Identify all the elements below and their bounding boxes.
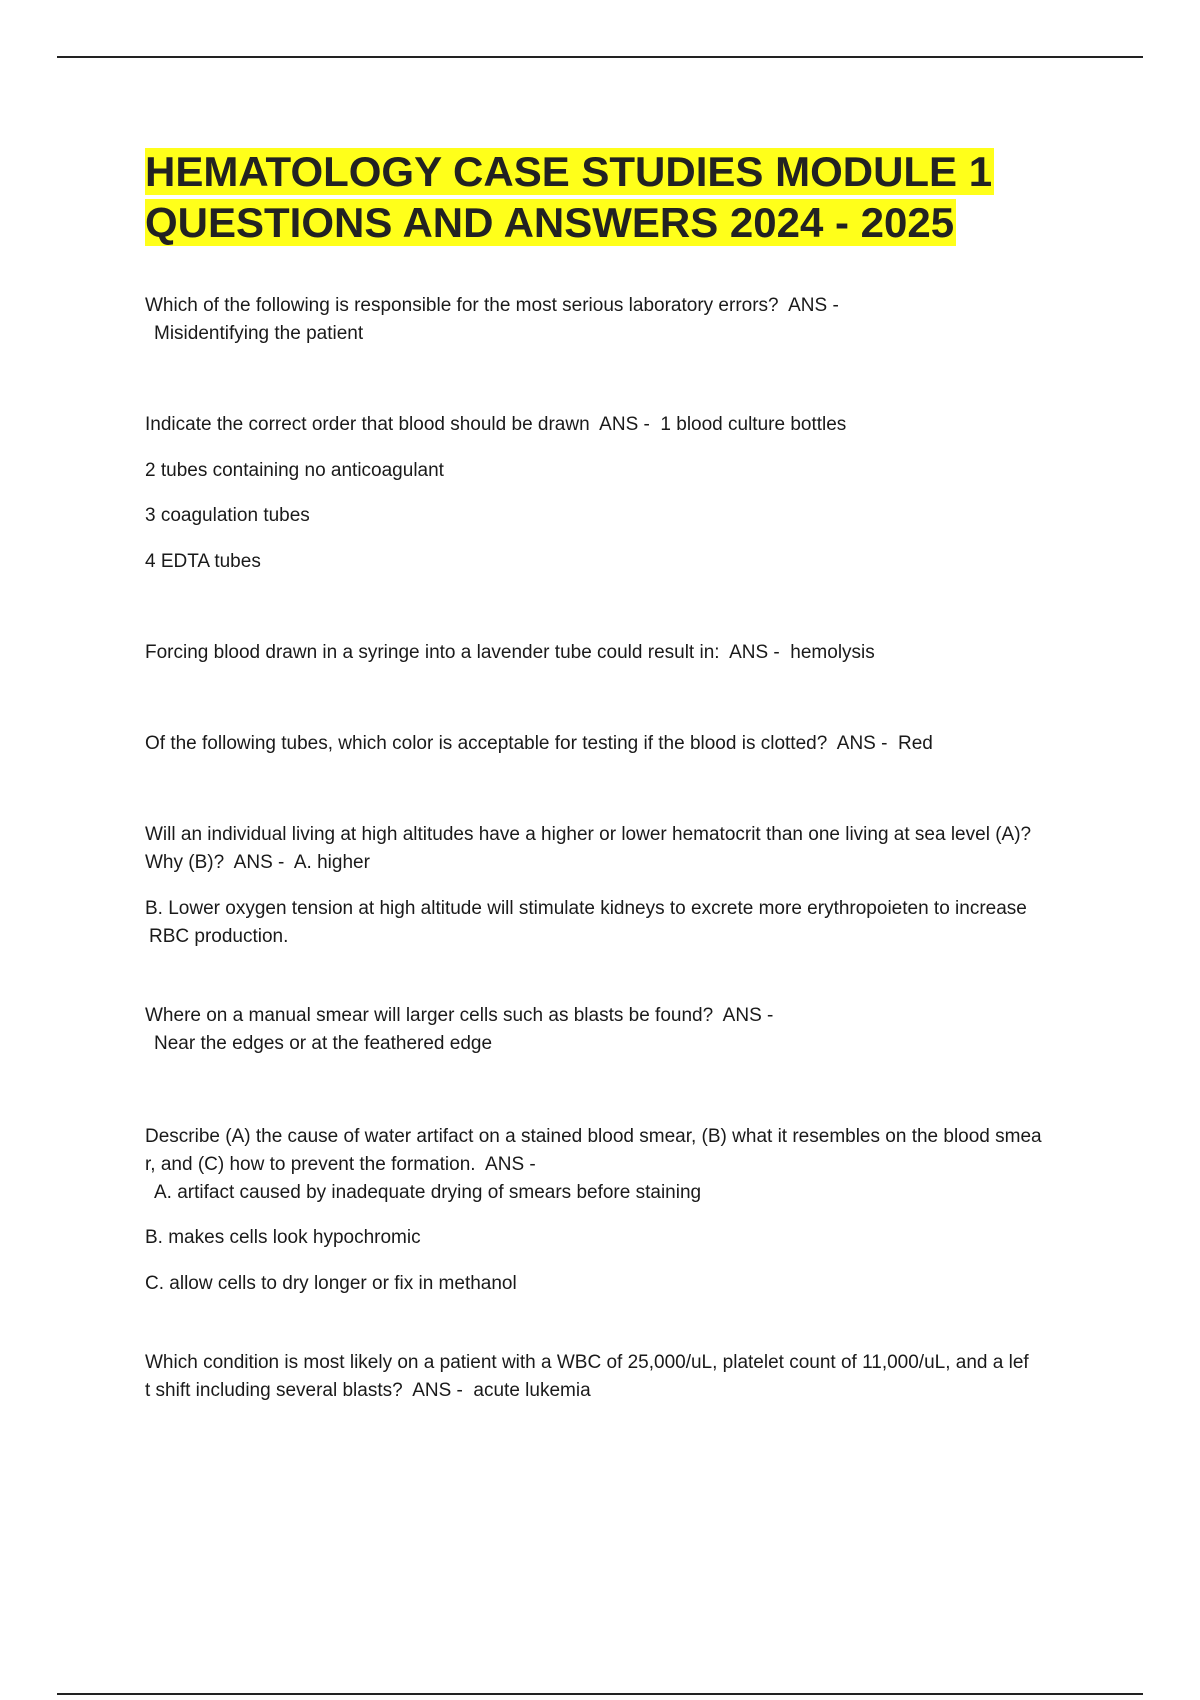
title-line-2: QUESTIONS AND ANSWERS 2024 - 2025 bbox=[145, 199, 955, 246]
answer-text: 3 coagulation tubes bbox=[145, 505, 310, 526]
qa-item-7 bbox=[145, 1123, 1095, 1298]
question-text: Indicate the correct order that blood should be drawn ANS - 1 blood culture bottles bbox=[145, 414, 847, 435]
question-text: Where on a manual smear will larger cells such as blasts be found? ANS - bbox=[145, 1005, 774, 1026]
question-text: Forcing blood drawn in a syringe into a lavender tube could result in: ANS - hemolysis bbox=[145, 642, 875, 663]
qa-item-5 bbox=[145, 821, 1095, 951]
answer-text: B. makes cells look hypochromic bbox=[145, 1227, 421, 1248]
question-text: Why (B)? ANS - A. higher bbox=[145, 852, 370, 873]
answer-text: 2 tubes containing no anticoagulant bbox=[145, 460, 444, 481]
question-text: Which condition is most likely on a patient with a WBC of 25,000/uL, platelet count of 11,000/uL, and a lef bbox=[145, 1352, 1029, 1373]
question-text: Of the following tubes, which color is acceptable for testing if the blood is clotted? ANS - Red bbox=[145, 733, 933, 754]
qa-item-2 bbox=[145, 411, 1095, 576]
qa-item-3 bbox=[145, 639, 1095, 667]
qa-item-1 bbox=[145, 292, 1095, 348]
answer-text: B. Lower oxygen tension at high altitude will stimulate kidneys to excrete more erythropoieten to increase bbox=[145, 898, 1027, 919]
question-text: t shift including several blasts? ANS - acute lukemia bbox=[145, 1380, 591, 1401]
question-text: Describe (A) the cause of water artifact on a stained blood smear, (B) what it resembles on the blood smea bbox=[145, 1126, 1042, 1147]
qa-item-8 bbox=[145, 1349, 1095, 1405]
qa-item-6 bbox=[145, 1002, 1095, 1058]
answer-text: Misidentifying the patient bbox=[154, 323, 364, 344]
answer-text: Near the edges or at the feathered edge bbox=[154, 1033, 493, 1054]
question-text: r, and (C) how to prevent the formation. ANS - bbox=[145, 1154, 536, 1175]
top-rule bbox=[57, 56, 1143, 58]
document-title bbox=[145, 146, 1095, 248]
answer-text: C. allow cells to dry longer or fix in methanol bbox=[145, 1273, 517, 1294]
title-line-1: HEMATOLOGY CASE STUDIES MODULE 1 bbox=[145, 148, 993, 195]
question-text: Which of the following is responsible for the most serious laboratory errors? ANS - bbox=[145, 295, 839, 316]
answer-text: A. artifact caused by inadequate drying of smears before staining bbox=[154, 1182, 702, 1203]
question-text: Will an individual living at high altitudes have a higher or lower hematocrit than one living at sea level (A)? bbox=[145, 824, 1032, 845]
answer-text: 4 EDTA tubes bbox=[145, 551, 261, 572]
qa-item-4 bbox=[145, 730, 1095, 758]
answer-text: RBC production. bbox=[149, 926, 289, 947]
bottom-rule bbox=[57, 1693, 1143, 1695]
